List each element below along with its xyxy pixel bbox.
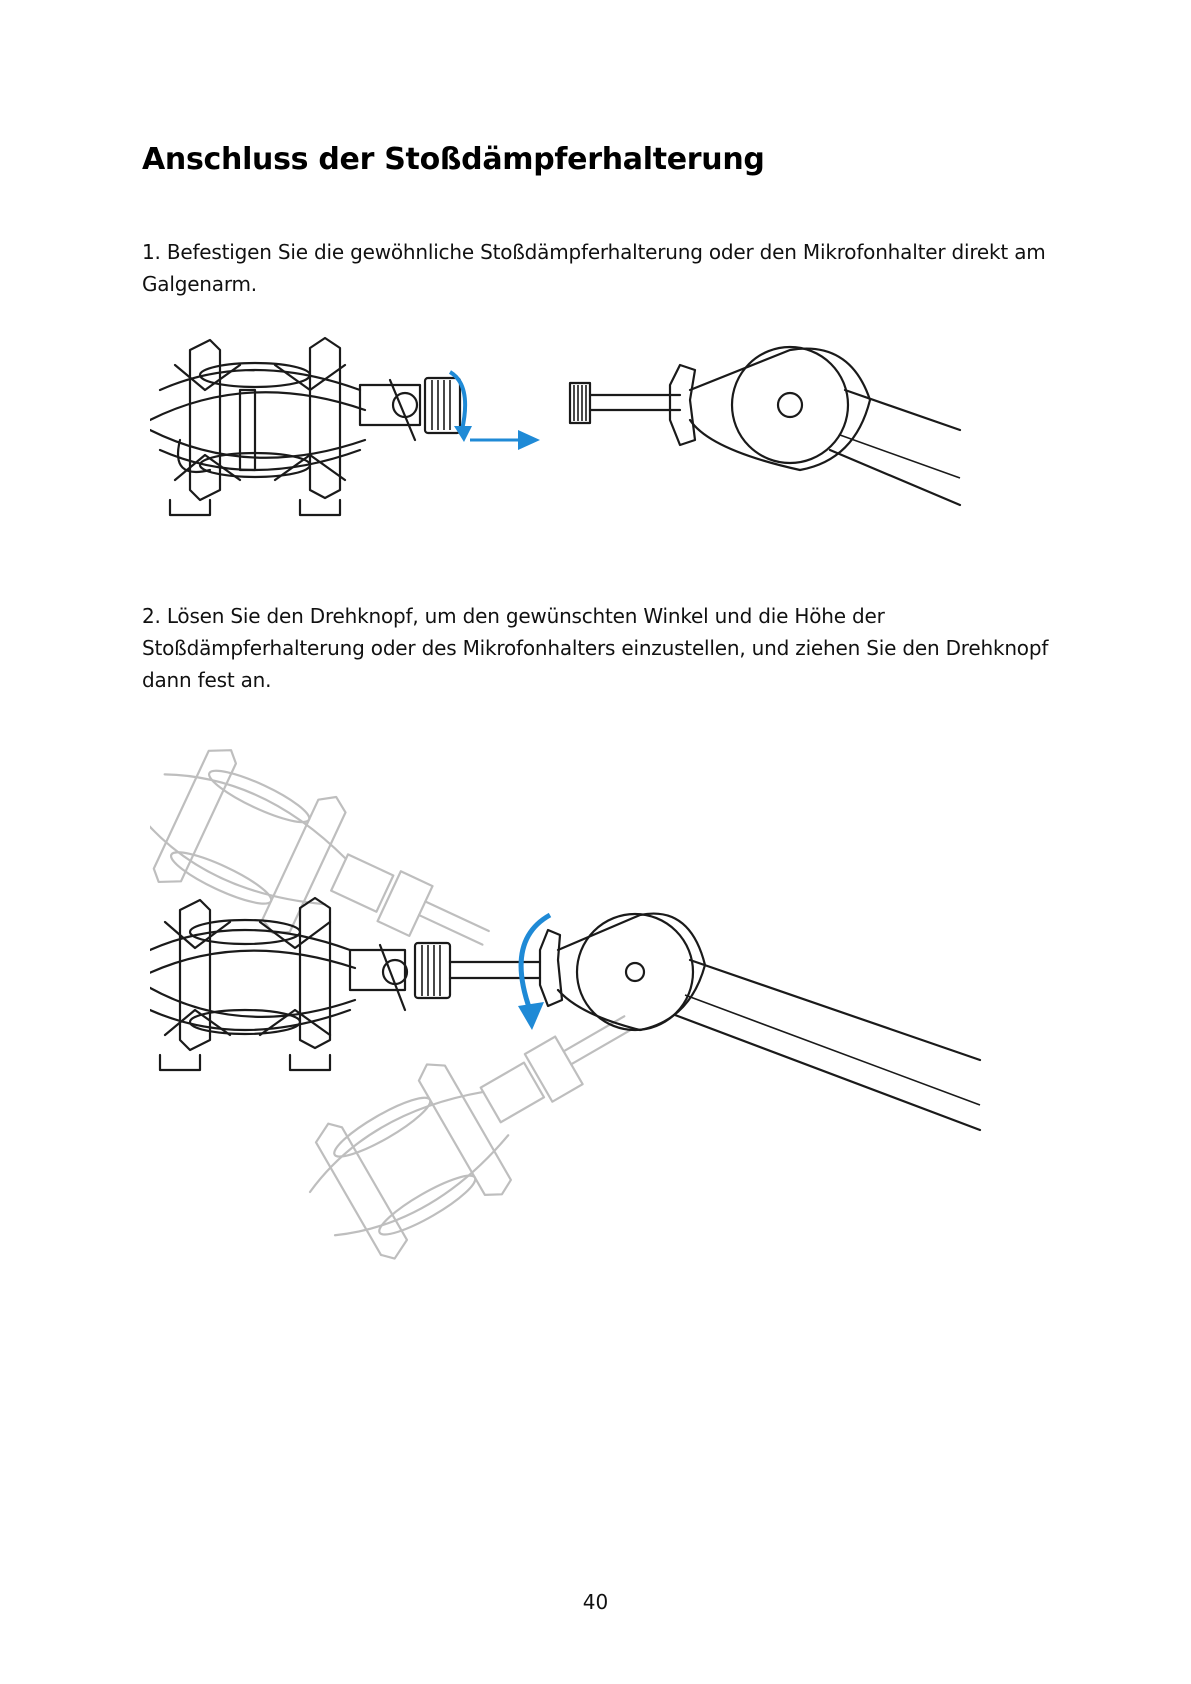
shock-mount-angle-illustration <box>150 710 1020 1270</box>
push-arrow-icon <box>470 430 540 450</box>
step-1-text: 1. Befestigen Sie die gewöhnliche Stoßdämpferhalterung oder den Mikrofonhalter direkt am Galgenarm. <box>142 240 1046 296</box>
ghost-shock-mount-upper-icon <box>150 727 513 1017</box>
boom-arm-icon <box>570 347 960 505</box>
shock-mount-icon <box>150 338 460 515</box>
page-number: 40 <box>582 1590 609 1614</box>
step-2-text: 2. Lösen Sie den Drehknopf, um den gewünschten Winkel und die Höhe der Stoßdämpferhalterung oder des Mikrofonhalters einzustellen, und ziehen Sie den Drehknopf dann fest an. <box>142 604 1049 692</box>
rotate-arrow-icon <box>518 915 550 1030</box>
page-title: Anschluss der Stoßdämpferhalterung <box>142 142 765 177</box>
shock-mount-icon <box>150 898 540 1070</box>
shock-mount-attach-illustration <box>150 330 1050 560</box>
boom-arm-icon <box>540 914 980 1130</box>
